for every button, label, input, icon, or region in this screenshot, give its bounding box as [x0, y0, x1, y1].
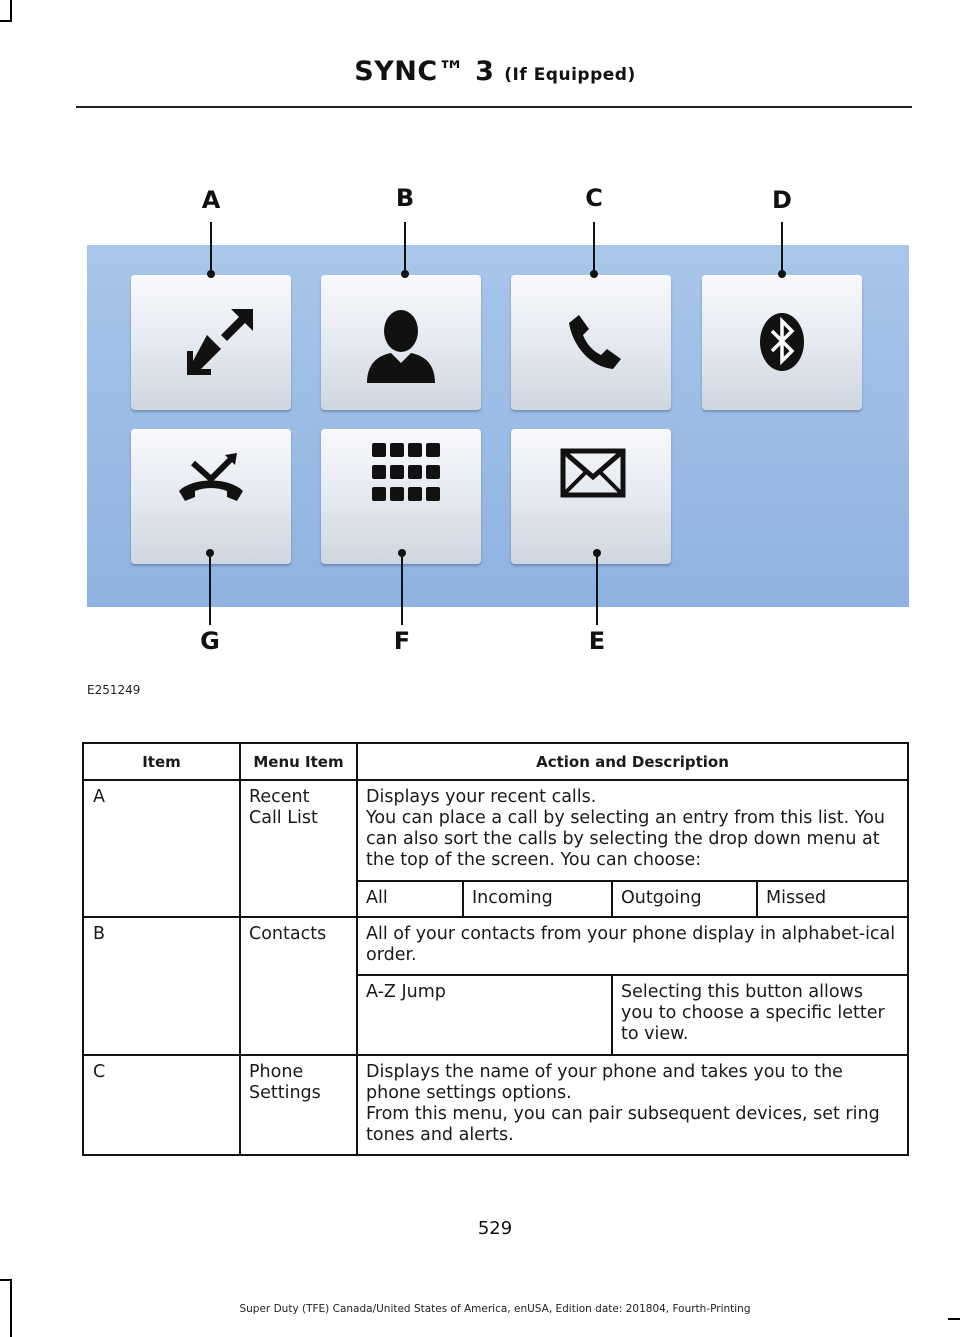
recent-call-list-tile — [131, 275, 291, 410]
crop-mark — [948, 1318, 960, 1320]
row-action: Displays the name of your phone and takes you to the phone settings options. From this menu, you can pair subsequent devices, set ring tones and alerts. — [366, 1062, 880, 1145]
option-all: All — [366, 888, 388, 908]
callout-letter-e: E — [588, 627, 606, 655]
callout-letter-d: D — [772, 186, 792, 214]
crop-mark — [0, 1279, 12, 1281]
footer-edition-text: Super Duty (TFE) Canada/United States of America, enUSA, Edition date: 201804, Fourth-Printing — [239, 1303, 751, 1315]
page-number: 529 — [477, 1218, 513, 1239]
header-title: SYNC™ 3 — [354, 56, 495, 87]
row-item: A — [84, 781, 241, 916]
row-menu-item: Recent Call List — [241, 781, 358, 916]
bluetooth-icon — [702, 275, 862, 410]
do-not-disturb-phone-icon — [131, 429, 291, 564]
phone-handset-icon — [511, 275, 671, 410]
callout-dot-d — [778, 270, 786, 278]
row-action: All of your contacts from your phone display in alphabet-ical order. — [366, 924, 896, 965]
table-header-row — [84, 744, 907, 779]
callout-letter-g: G — [200, 627, 220, 655]
figure-code: E251249 — [87, 683, 141, 697]
row-menu-item: Contacts — [241, 918, 358, 1054]
messages-tile — [511, 429, 671, 564]
option-outgoing: Outgoing — [611, 882, 758, 918]
table-row — [84, 779, 907, 916]
envelope-icon — [511, 429, 671, 564]
callout-line-b — [404, 222, 406, 272]
option-incoming: Incoming — [462, 882, 613, 918]
sort-options-row — [358, 880, 907, 918]
option-missed: Missed — [756, 882, 907, 918]
contacts-tile — [321, 275, 481, 410]
row-menu-item: Phone Settings — [241, 1056, 358, 1154]
row-item: C — [84, 1056, 241, 1154]
callout-letter-f: F — [393, 627, 411, 655]
callout-dot-a — [207, 270, 215, 278]
bluetooth-tile — [702, 275, 862, 410]
callout-letter-a: A — [201, 186, 221, 214]
header-item: Item — [84, 744, 241, 779]
contact-person-icon — [321, 275, 481, 410]
table-row — [84, 916, 907, 1054]
callout-letter-b: B — [395, 184, 415, 212]
phone-settings-tile — [511, 275, 671, 410]
header-menu-item: Menu Item — [241, 744, 358, 779]
header-subtitle: (If Equipped) — [504, 65, 636, 85]
az-jump-label: A-Z Jump — [366, 982, 446, 1002]
header-rule — [76, 106, 912, 108]
keypad-tile — [321, 429, 481, 564]
az-jump-row — [358, 974, 907, 1056]
crop-mark — [0, 20, 12, 22]
az-jump-description: Selecting this button allows you to choose a specific letter to view. — [611, 976, 907, 1056]
callout-dot-b — [401, 270, 409, 278]
callout-letter-c: C — [585, 184, 603, 212]
callout-line-c — [593, 222, 595, 272]
callout-line-e — [596, 553, 598, 625]
row-item: B — [84, 918, 241, 1054]
callout-line-d — [781, 222, 783, 272]
menu-items-table — [82, 742, 909, 1156]
callout-line-a — [210, 222, 212, 272]
table-row — [84, 1054, 907, 1154]
recent-calls-arrows-icon — [131, 275, 291, 410]
row-action: Displays your recent calls. You can place a call by selecting an entry from this list. You can also sort the calls by selecting the drop down menu at the top of the screen. You can choose: — [366, 787, 885, 870]
page-header-title — [0, 56, 960, 87]
do-not-disturb-tile — [131, 429, 291, 564]
callout-line-f — [401, 553, 403, 625]
keypad-grid-icon — [321, 429, 481, 564]
header-action: Action and Description — [536, 753, 729, 771]
callout-dot-c — [590, 270, 598, 278]
callout-line-g — [209, 553, 211, 625]
crop-mark — [10, 0, 12, 22]
